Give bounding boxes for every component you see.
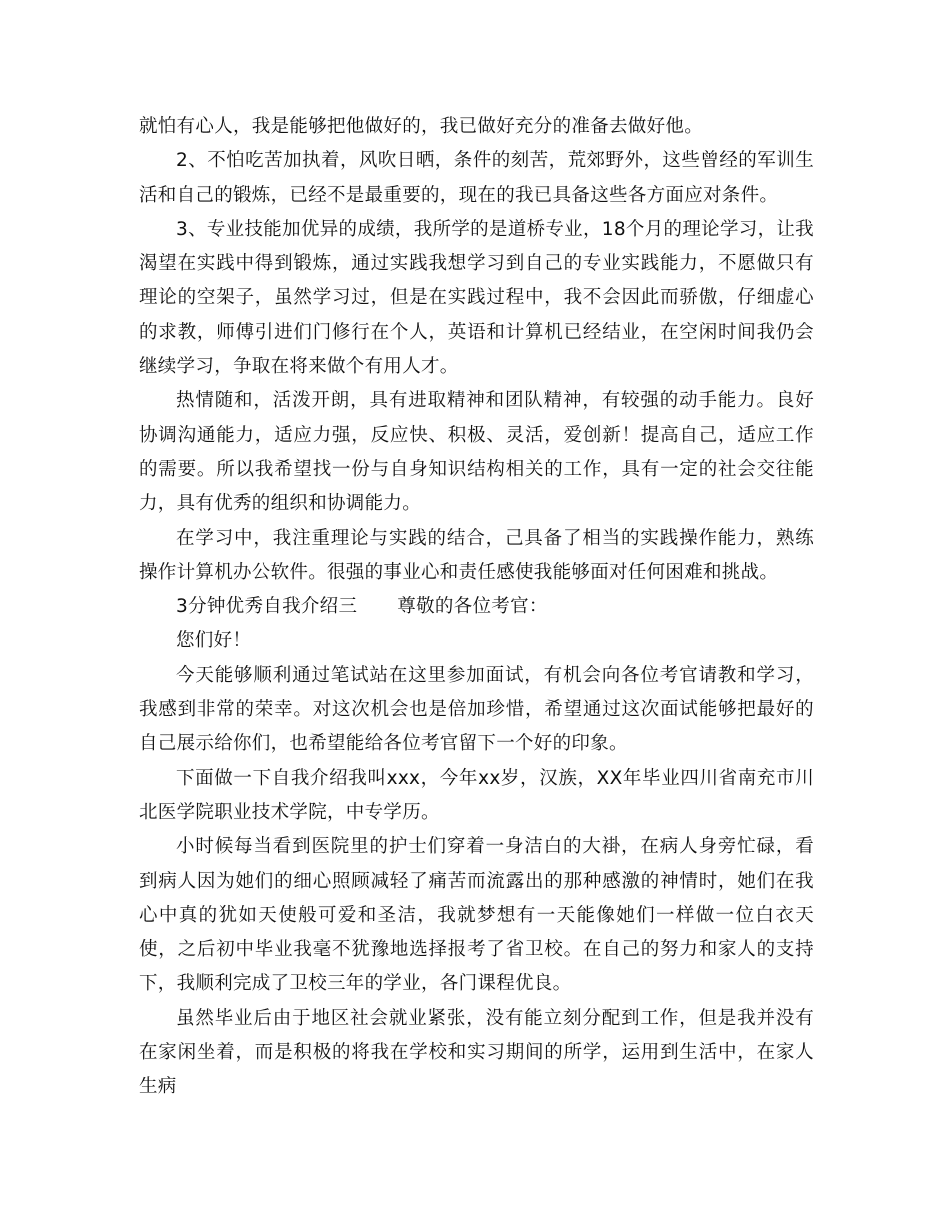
greeting: 您们好！	[176, 630, 252, 652]
paragraph-3: 3、专业技能加优异的成绩，我所学的是道桥专业，18个月的理论学习，让我渴望在实践中得到锻炼，通过实践我想学习到自己的专业实践能力，不愿做只有理论的空架子，虽然学习过，但是在实践过程中，我不会因此而骄傲，仔细虚心的求教，师傅引进们门修行在个人，英语和计算机已经结业，在空闲时间我仍会继续学习，争取在将来做个有用人才。	[139, 218, 814, 378]
document-body	[139, 110, 814, 1105]
paragraph-4: 热情随和，活泼开朗，具有进取精神和团队精神，有较强的动手能力。良好协调沟通能力，适应力强，反应快、积极、灵活，爱创新！提高自己，适应工作的需要。所以我希望找一份与自身知识结构相关的工作，具有一定的社会交往能力，具有优秀的组织和协调能力。	[139, 390, 814, 515]
section-title: 3分钟优秀自我介绍三	[176, 596, 358, 618]
paragraph-7: 下面做一下自我介绍我叫xxx，今年xx岁，汉族，XX年毕业四川省南充市川北医学院职业技术学院，中专学历。	[139, 767, 814, 823]
salutation: 尊敬的各位考官：	[397, 596, 548, 618]
paragraph-5: 在学习中，我注重理论与实践的结合，己具备了相当的实践操作能力，熟练操作计算机办公软件。很强的事业心和责任感使我能够面对任何困难和挑战。	[139, 527, 814, 583]
paragraph-2: 2、不怕吃苦加执着，风吹日晒，条件的刻苦，荒郊野外，这些曾经的军训生活和自己的锻炼，已经不是最重要的，现在的我已具备这些各方面应对条件。	[139, 150, 814, 206]
paragraph-6: 今天能够顺利通过笔试站在这里参加面试，有机会向各位考官请教和学习，我感到非常的荣幸。对这次机会也是倍加珍惜，希望通过这次面试能够把最好的自己展示给你们，也希望能给各位考官留下一个好的印象。	[139, 664, 814, 755]
section-heading-line	[139, 590, 814, 624]
paragraph-1: 就怕有心人，我是能够把他做好的，我已做好充分的准备去做好他。	[139, 116, 704, 137]
paragraph-8: 小时候每当看到医院里的护士们穿着一身洁白的大褂，在病人身旁忙碌，看到病人因为她们的细心照顾减轻了痛苦而流露出的那种感激的神情时，她们在我心中真的犹如天使般可爱和圣洁，我就梦想有一天能像她们一样做一位白衣天使，之后初中毕业我毫不犹豫地选择报考了省卫校。在自己的努力和家人的支持下，我顺利完成了卫校三年的学业，各门课程优良。	[139, 836, 814, 995]
paragraph-9: 虽然毕业后由于地区社会就业紧张，没有能立刻分配到工作，但是我并没有在家闲坐着，而是积极的将我在学校和实习期间的所学，运用到生活中，在家人生病	[139, 1007, 814, 1098]
